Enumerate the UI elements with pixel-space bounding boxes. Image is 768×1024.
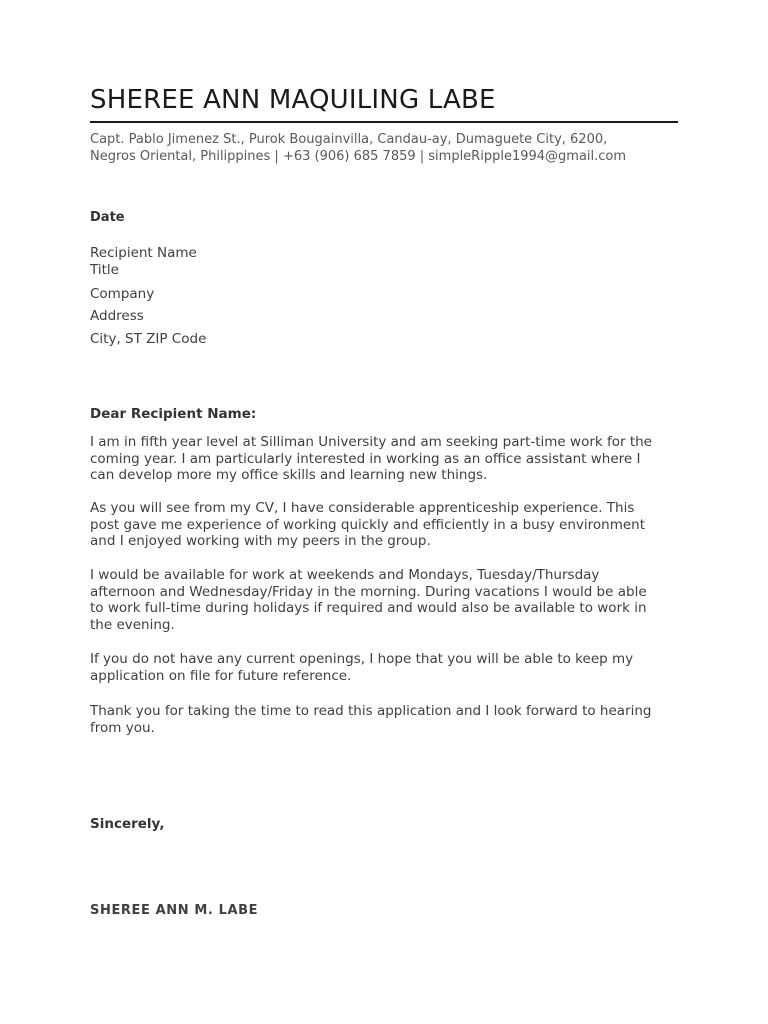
contact-line: Capt. Pablo Jimenez St., Purok Bougainvilla, Candau-ay, Dumaguete City, 6200,: [90, 132, 608, 147]
paragraph-line: the evening.: [90, 617, 175, 634]
body-paragraph: [90, 651, 690, 684]
recipient-company: Company: [90, 286, 155, 302]
paragraph-line: application on file for future reference.: [90, 667, 352, 684]
recipient-name: Recipient Name: [90, 245, 197, 261]
paragraph-line: Thank you for taking the time to read this application and I look forward to hearing: [90, 703, 652, 719]
paragraph-line: If you do not have any current openings, I hope that you will be able to keep my: [90, 651, 634, 667]
paragraph-line: I am in fifth year level at Silliman University and am seeking part-time work for the: [90, 434, 652, 450]
signature-name: SHEREE ANN M. LABE: [90, 903, 259, 918]
recipient-address: Address: [90, 308, 144, 324]
paragraph-line: afternoon and Wednesday/Friday in the morning. During vacations I would be able: [90, 583, 647, 600]
paragraph-line: I would be available for work at weekends and Mondays, Tuesday/Thursday: [90, 567, 600, 583]
paragraph-line: from you.: [90, 719, 155, 736]
applicant-name-heading: SHEREE ANN MAQUILING LABE: [90, 85, 496, 115]
paragraph-line: coming year. I am particularly interested in working as an office assistant where I: [90, 450, 641, 467]
date-label: Date: [90, 210, 125, 225]
contact-line: Negros Oriental, Philippines | +63 (906) 685 7859 | simpleRipple1994@gmail.com: [90, 149, 627, 164]
paragraph-line: and I enjoyed working with my peers in the group.: [90, 533, 431, 550]
paragraph-line: As you will see from my CV, I have considerable apprenticeship experience. This: [90, 500, 635, 516]
contact-info: [90, 131, 690, 165]
body-paragraph: [90, 703, 690, 736]
header-divider: [90, 121, 678, 123]
recipient-city: City, ST ZIP Code: [90, 331, 207, 347]
closing: Sincerely,: [90, 816, 165, 832]
paragraph-line: to work full-time during holidays if required and would also be available to work in: [90, 600, 647, 617]
salutation: Dear Recipient Name:: [90, 406, 257, 422]
recipient-title: Title: [90, 262, 119, 278]
paragraph-line: can develop more my office skills and learning new things.: [90, 467, 488, 484]
body-paragraph: [90, 567, 690, 634]
body-paragraph: [90, 500, 690, 550]
paragraph-line: post gave me experience of working quickly and efficiently in a busy environment: [90, 516, 646, 533]
body-paragraph: [90, 434, 690, 484]
